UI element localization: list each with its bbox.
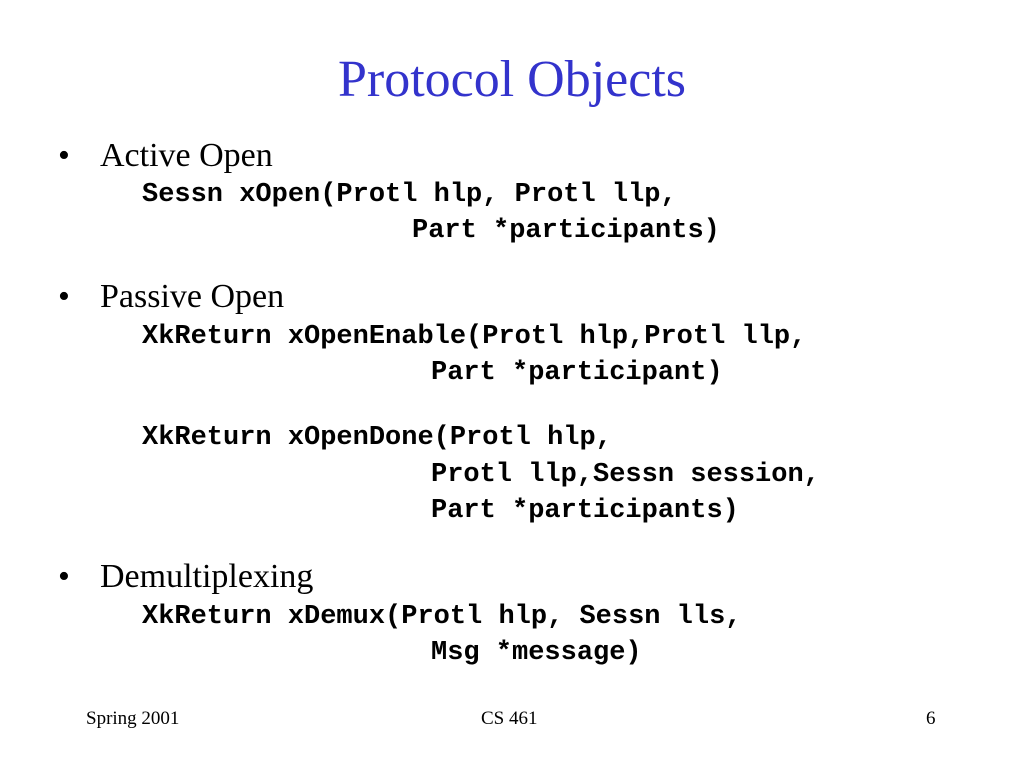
code-line: Protl llp,Sessn session, <box>431 460 820 490</box>
code-line: Part *participant) <box>431 358 723 388</box>
code-line: Part *participants) <box>431 496 739 526</box>
bullet-marker: • <box>58 558 70 595</box>
code-line: Sessn xOpen(Protl hlp, Protl llp, <box>142 180 677 210</box>
code-line: Part *participants) <box>412 216 720 246</box>
bullet-marker: • <box>58 137 70 174</box>
bullet-heading: Active Open <box>100 137 273 174</box>
bullet-heading: Demultiplexing <box>100 558 314 595</box>
bullet-demultiplexing <box>58 557 313 597</box>
code-line: XkReturn xOpenDone(Protl hlp, <box>142 423 612 453</box>
bullet-heading: Passive Open <box>100 278 285 315</box>
footer-course: CS 461 <box>481 708 538 729</box>
code-line: XkReturn xOpenEnable(Protl hlp,Protl llp, <box>142 322 807 352</box>
code-line: XkReturn xDemux(Protl hlp, Sessn lls, <box>142 602 742 632</box>
code-line: Msg *message) <box>431 638 642 668</box>
slide-title: Protocol Objects <box>337 51 687 108</box>
footer-page-number: 6 <box>926 708 936 729</box>
bullet-active-open <box>58 136 273 176</box>
bullet-passive-open <box>58 277 284 317</box>
bullet-marker: • <box>58 278 70 315</box>
footer-date: Spring 2001 <box>86 708 180 729</box>
